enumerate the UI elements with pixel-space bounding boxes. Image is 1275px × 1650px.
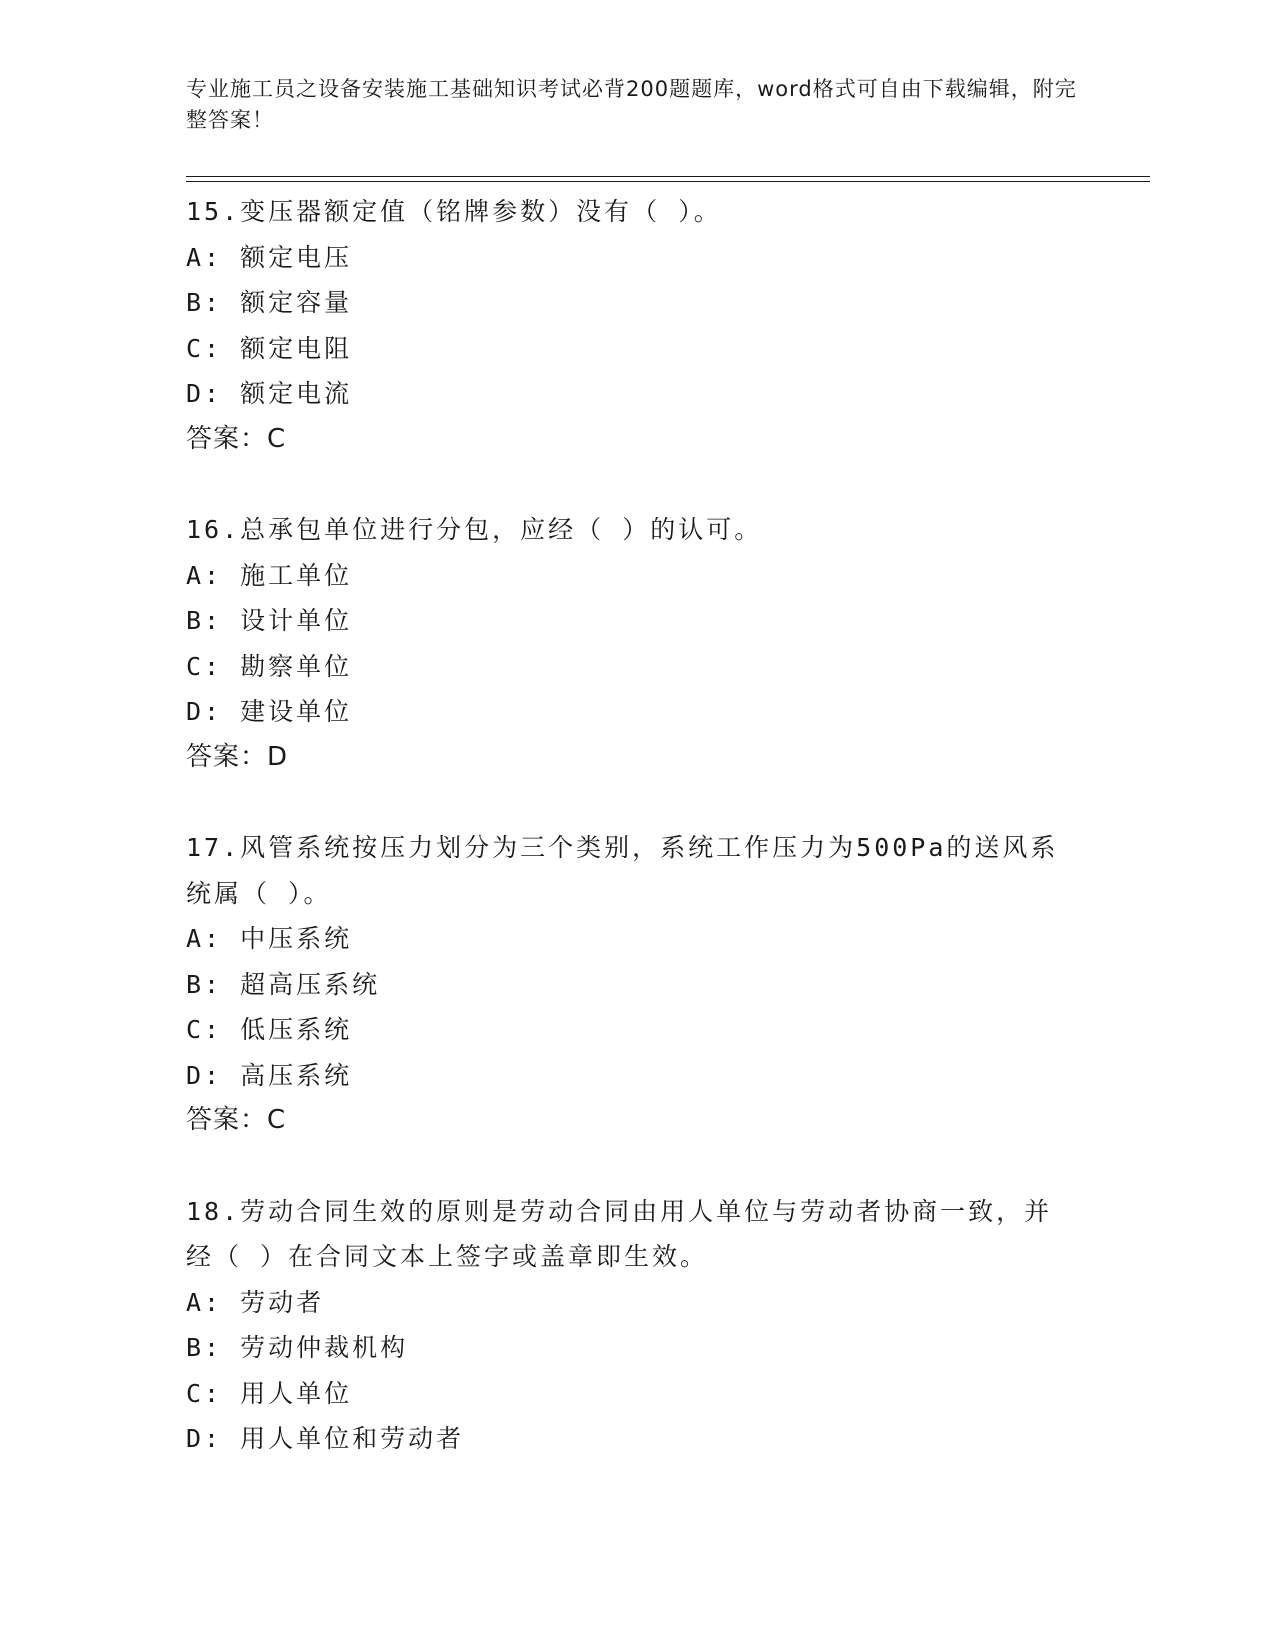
option-c: C: 额定电阻	[186, 333, 353, 363]
answer-line: 答案：C	[186, 1105, 287, 1135]
option-b: B: 设计单位	[186, 606, 353, 635]
option-a: A: 劳动者	[186, 1287, 325, 1317]
question-stem: 15.变压器额定值（铭牌参数）没有（ ）。	[186, 197, 722, 226]
option-b: B: 额定容量	[186, 288, 353, 317]
question-list	[186, 189, 1086, 1507]
answer-line: 答案：C	[186, 423, 287, 454]
question-stem: 17.风管系统按压力划分为三个类别，系统工作压力为500Pa的送风系统属（ ）。	[186, 833, 1059, 908]
document-header: 专业施工员之设备安装施工基础知识考试必背200题题库，word格式可自由下载编辑，附完整答案！	[186, 77, 1077, 132]
question-16	[186, 507, 1086, 780]
option-d: D: 用人单位和劳动者	[186, 1424, 465, 1453]
answer-line: 答案：D	[186, 741, 289, 772]
question-stem: 16.总承包单位进行分包，应经（ ）的认可。	[186, 515, 763, 544]
question-stem: 18.劳动合同生效的原则是劳动合同由用人单位与劳动者协商一致，并经（ ）在合同文本上签字或盖章即生效。	[186, 1196, 1053, 1271]
option-a: A: 中压系统	[186, 924, 353, 953]
option-a: A: 额定电压	[186, 242, 353, 272]
option-a: A: 施工单位	[186, 560, 353, 590]
option-c: C: 勘察单位	[186, 651, 353, 681]
question-17	[186, 825, 1086, 1144]
option-d: D: 建设单位	[186, 697, 353, 726]
option-b: B: 超高压系统	[186, 969, 381, 999]
question-15	[186, 189, 1086, 462]
header-divider-top	[186, 176, 1150, 177]
question-18	[186, 1189, 1086, 1462]
option-d: D: 高压系统	[186, 1060, 353, 1090]
option-b: B: 劳动仲裁机构	[186, 1333, 409, 1362]
option-c: C: 低压系统	[186, 1015, 353, 1044]
option-c: C: 用人单位	[186, 1378, 353, 1408]
option-d: D: 额定电流	[186, 379, 353, 408]
header-divider-bottom	[186, 181, 1150, 182]
